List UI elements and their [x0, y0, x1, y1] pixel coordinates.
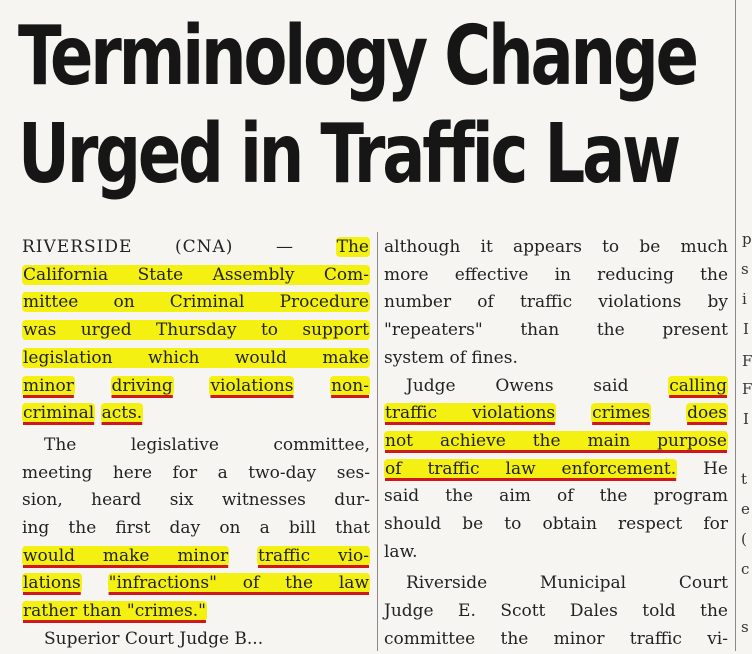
headline-line-1: Terminology Change — [18, 9, 696, 104]
text-line: number of traffic violations by — [384, 292, 728, 313]
text-line: committee the minor traffic vi- — [384, 628, 728, 649]
paragraph-dales — [384, 570, 728, 649]
edge-fragment: F — [742, 380, 752, 398]
text-line: Riverside Municipal Court — [406, 573, 728, 594]
highlight-underlined: of traffic law enforcement. — [385, 458, 677, 479]
article-column-2 — [384, 234, 728, 649]
highlight: mittee on Criminal Procedure — [23, 292, 369, 313]
highlight-underlined: lations — [23, 573, 81, 594]
highlight-underlined: non- — [331, 375, 369, 396]
highlight-underlined: rather than "crimes." — [23, 601, 206, 622]
text-line: Judge E. Scott Dales told the — [384, 601, 728, 622]
column-divider-2 — [735, 0, 736, 651]
text-line: more effective in reducing the — [384, 264, 728, 285]
text-line: said the aim of the program — [384, 486, 728, 507]
headline — [18, 8, 696, 204]
edge-fragment: s — [741, 618, 749, 636]
highlight: California State Assembly Com- — [23, 264, 369, 285]
edge-fragment: e — [741, 500, 750, 518]
highlight-underlined: traffic violations — [385, 403, 556, 424]
text-line: meeting here for a two-day ses- — [22, 462, 370, 483]
edge-fragment: I — [743, 320, 749, 338]
paragraph-1 — [22, 234, 370, 428]
paragraph-2 — [22, 432, 370, 626]
paragraph-continued — [384, 234, 728, 373]
highlight-underlined: criminal — [23, 403, 95, 424]
edge-fragment: t — [741, 470, 748, 488]
highlight-underlined: does — [687, 403, 728, 424]
text-line: Superior Court Judge B... — [44, 628, 264, 649]
edge-fragment: c — [741, 560, 750, 578]
highlight: was urged Thursday to support — [23, 320, 369, 341]
highlight: The — [336, 237, 369, 257]
text-line: The legislative committee, — [44, 434, 370, 455]
highlight: legislation which would make — [23, 347, 369, 368]
text-line: should be to obtain respect for — [384, 514, 728, 535]
text-line: although it appears to be much — [384, 237, 728, 257]
headline-line-2: Urged in Traffic Law — [18, 107, 679, 202]
edge-fragment: F — [742, 352, 752, 370]
column-divider-1 — [377, 232, 378, 651]
highlight-underlined: crimes — [592, 403, 651, 424]
highlight-underlined: calling — [669, 375, 727, 396]
article-column-1 — [22, 234, 370, 649]
edge-fragment: ( — [741, 530, 747, 548]
highlight-underlined: not achieve the main purpose — [385, 430, 727, 451]
edge-fragment: s — [741, 260, 749, 278]
text-line: "repeaters" than the present — [384, 320, 728, 341]
highlight-underlined: minor — [23, 375, 74, 396]
paragraph-owens — [384, 373, 728, 567]
text-line: law. — [384, 541, 418, 562]
highlight-underlined: traffic vio- — [258, 545, 369, 566]
edge-fragment: p — [742, 230, 752, 248]
dateline: RIVERSIDE (CNA) — — [22, 237, 295, 257]
highlight-underlined: acts. — [101, 403, 143, 424]
text-line: system of fines. — [384, 347, 518, 368]
text-line: ing the first day on a bill that — [22, 518, 370, 539]
text: Judge Owens said — [406, 375, 629, 396]
edge-fragment: i — [742, 290, 747, 308]
highlight-underlined: violations — [210, 375, 294, 396]
text-line: sion, heard six witnesses dur- — [22, 490, 370, 511]
highlight-underlined: "infractions" of the law — [108, 573, 369, 594]
text: He — [703, 458, 728, 479]
highlight-underlined: would make minor — [23, 545, 229, 566]
paragraph-3-cut — [22, 626, 370, 649]
highlight-underlined: driving — [111, 375, 173, 396]
edge-fragment: I — [743, 410, 749, 428]
